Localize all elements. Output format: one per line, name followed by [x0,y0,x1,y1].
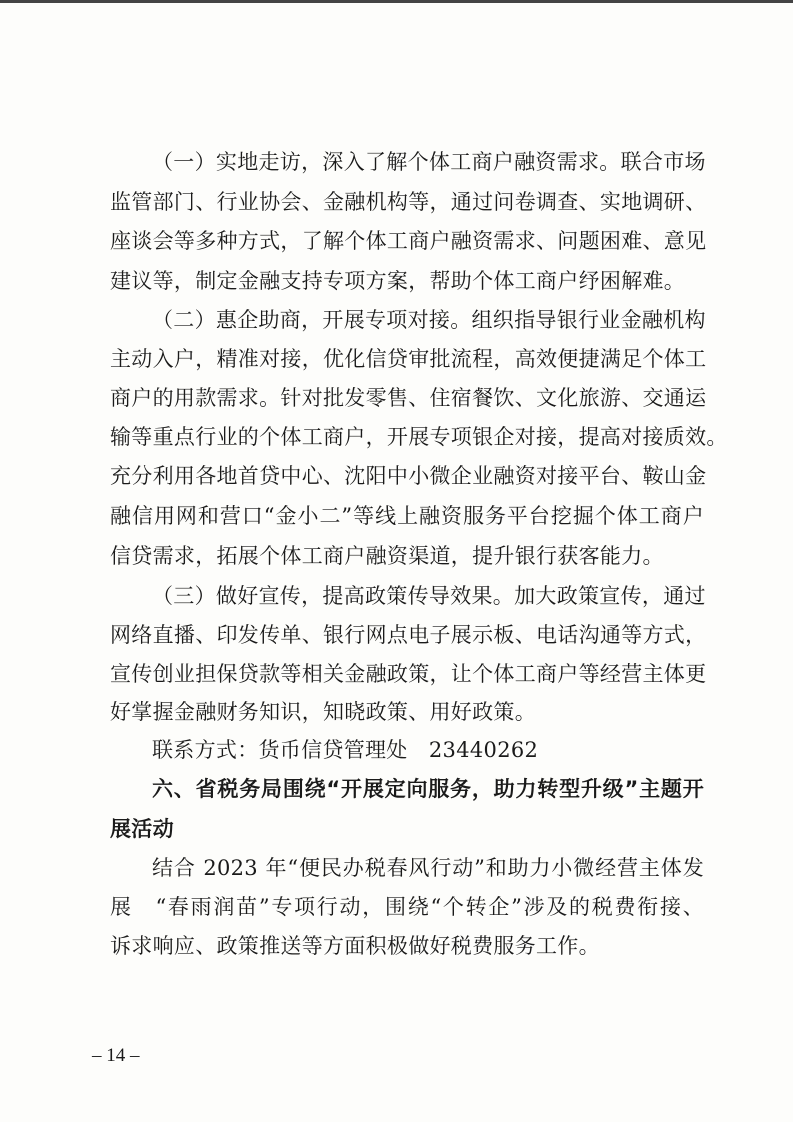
section-heading: 六、省税务局围绕“开展定向服务，助力转型升级”主题开 [152,777,704,801]
paragraph-line: 信贷需求，拓展个体工商户融资渠道，提升银行获客能力。 [110,544,664,568]
paragraph-line: 商户的用款需求。针对批发零售、住宿餐饮、文化旅游、交通运 [110,386,707,410]
contact-line: 联系方式：货币信贷管理处 23440262 [152,738,539,762]
paragraph-line: 好掌握金融财务知识，知晓政策、用好政策。 [110,700,536,724]
paragraph-line: 充分利用各地首贷中心、沈阳中小微企业融资对接平台、鞍山金 [110,464,707,488]
paragraph-line: 宣传创业担保贷款等相关金融政策，让个体工商户等经营主体更 [110,662,707,686]
paragraph-line: 输等重点行业的个体工商户，开展专项银企对接，提高对接质效。 [110,425,728,449]
paragraph-line: 座谈会等多种方式，了解个体工商户融资需求、问题困难、意见 [110,229,707,253]
section-heading: 展活动 [110,817,174,841]
paragraph-line: 诉求响应、政策推送等方面积极做好税费服务工作。 [110,934,600,958]
paragraph-line: （一）实地走访，深入了解个体工商户融资需求。联合市场 [152,150,706,174]
paragraph-line: 主动入户，精准对接，优化信贷审批流程，高效便捷满足个体工 [110,347,707,371]
paragraph-line: 监管部门、行业协会、金融机构等，通过问卷调查、实地调研、 [110,190,707,214]
paragraph-line: 展 “春雨润苗”专项行动，围绕“个转企”涉及的税费衔接、 [110,895,704,919]
paragraph-line: 结合 2023 年“便民办税春风行动”和助力小微经营主体发 [152,856,704,880]
paragraph-line: 融信用网和营口“金小二”等线上融资服务平台挖掘个体工商户 [110,504,704,528]
scan-top-edge [0,0,793,3]
paragraph-line: 网络直播、印发传单、银行网点电子展示板、电话沟通等方式， [110,623,707,647]
paragraph-line: 建议等，制定金融支持专项方案，帮助个体工商户纾困解难。 [110,269,686,293]
paragraph-line: （三）做好宣传，提高政策传导效果。加大政策宣传，通过 [152,584,706,608]
paragraph-line: （二）惠企助商，开展专项对接。组织指导银行业金融机构 [152,308,706,332]
page-number: – 14 – [92,1045,140,1066]
